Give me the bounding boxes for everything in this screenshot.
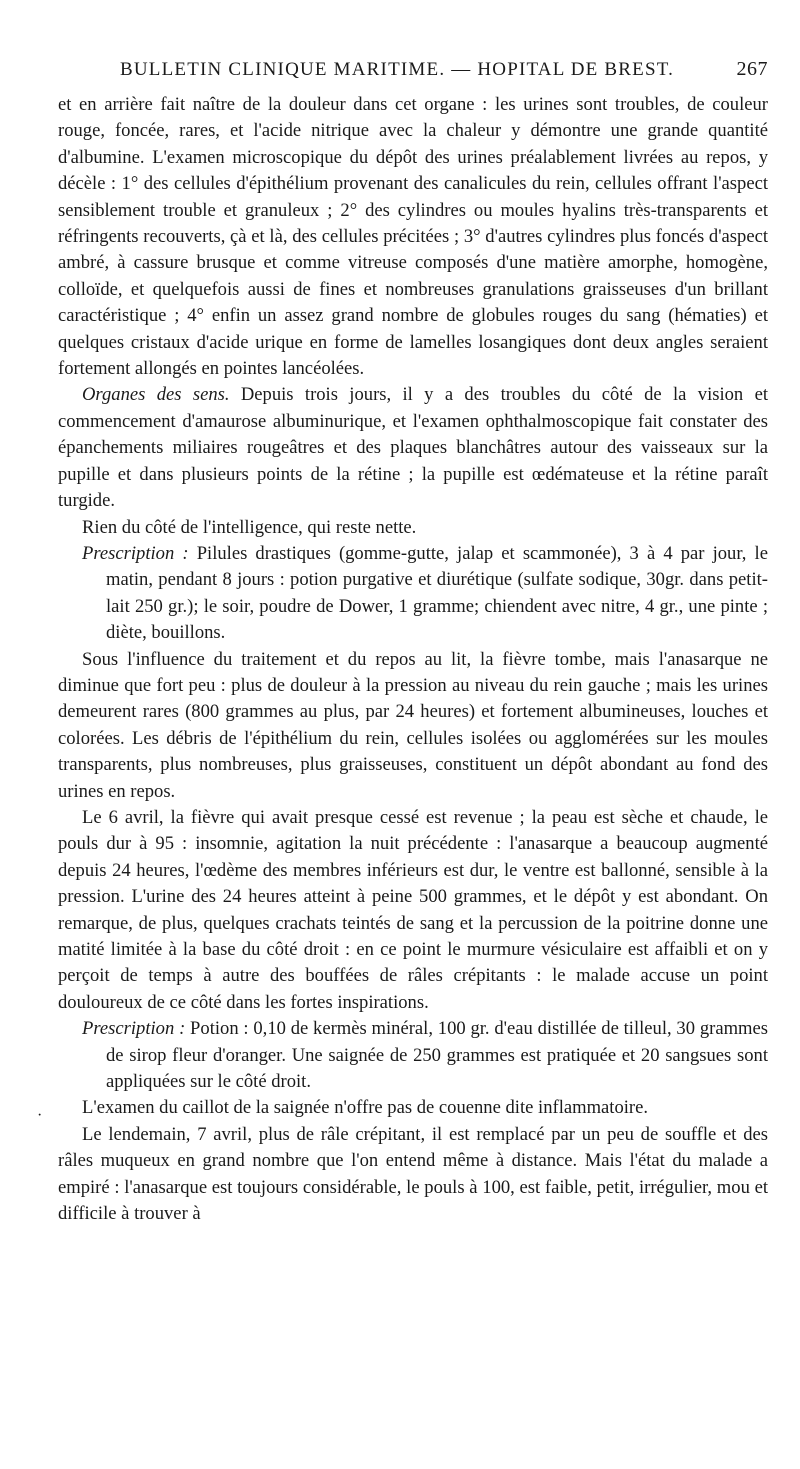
margin-mark: · [37,1107,43,1124]
running-title: BULLETIN CLINIQUE MARITIME. — HOPITAL DE BREST. [120,59,675,80]
paragraph-intelligence: Rien du côté de l'intelligence, qui reste nette. [82,516,417,538]
paragraph-6-avril: Le 6 avril, la fièvre qui avait presque cessé est revenue ; la peau est sèche et chaude, le pouls dur à 95 : insomnie, agitation la nuit précédente : l'anasarque a beaucoup augmenté depuis 24 heures, l'œdème des membres inférieurs est dur, le ventre est ballonné, sensible à la pression. L'urine des 24 heures atteint à peine 500 grammes, et le dépôt y est abondant. On remarque, de plus, quelques crachats teintés de sang et la percussion de la poitrine donne une matité limitée à la base du côté droit : en ce point le murmure vésiculaire est affaibli et on y perçoit de temps à autre des bouffées de râles crépitants : le malade accuse un point douloureux de ce côté dans les fortes inspirations. [58,806,768,1013]
page-number: 267 [736,58,768,80]
paragraph-organes-des-sens [58,382,768,514]
prescription-text-2: Potion : 0,10 de kermès minéral, 100 gr. d'eau distillée de tilleul, 30 grammes de sirop fleur d'oranger. Une saignée de 250 grammes est pratiquée et 20 sangsues sont appliquées sur le côté droit. [106,1018,768,1093]
paragraph-urine-exam: et en arrière fait naître de la douleur dans cet organe : les urines sont troubles, de couleur rouge, foncée, rares, et l'acide nitrique avec la chaleur y démontre une grande quantité d'albumine. L'examen microscopique du dépôt des urines préalablement livrées au repos, y décèle : 1° des cellules d'épithélium provenant des canalicules du rein, cellules offrant l'aspect sensiblement trouble et granuleux ; 2° des cylindres ou moules hyalins très-transparents et réfringents recouverts, çà et là, des cellules précitées ; 3° d'autres cylindres plus foncés d'aspect ambré, à cassure brusque et comme vitreuse composés d'une matière amorphe, homogène, colloïde, et quelquefois aussi de fines et nombreuses granulations graisseuses d'un brillant caractéristique ; 4° enfin un assez grand nombre de globules rouges du sang (hématies) et quelques cristaux d'acide urique en forme de lamelles losangiques dont deux angles seraient fortement allongés en pointes lancéolées. [58,94,768,380]
prescription-lead-2: Prescription : [82,1018,186,1040]
running-header [58,58,768,92]
prescription-text-1: Pilules drastiques (gomme-gutte, jalap et scammonée), 3 à 4 par jour, le matin, pendant 8 jours : potion purgative et diurétique (sulfate sodique, 30gr. dans petit-lait 250 gr.); le soir, poudre de Dower, 1 gramme; chiendent avec nitre, 4 gr., une pinte ; diète, bouillons. [106,542,768,644]
page [58,58,768,1227]
paragraph-organes-text: Depuis trois jours, il y a des troubles du côté de la vision et commencement d'amaurose albuminurique, et l'examen ophthalmoscopique fait constater des épanchements miliaires rougeâtres et des plaques blanchâtres autour des vaisseaux sur la pupille et dans plusieurs points de la rétine ; la pupille est œdémateuse et la rétine paraît turgide. [58,384,768,512]
paragraph-traitement: Sous l'influence du traitement et du repos au lit, la fièvre tombe, mais l'anasarque ne diminue que fort peu : plus de douleur à la pression au niveau du rein gauche ; mais les urines demeurent rares (800 grammes au plus, par 24 heures) et fortement albumineuses, louches et colorées. Les débris de l'épithélium du rein, cellules isolées ou agglomérées sur les moules transparents, plus nombreuses, plus graisseuses, constituent un dépôt abondant au fond des urines en repos. [58,648,768,802]
paragraph-caillot: L'examen du caillot de la saignée n'offre pas de couenne dite inflammatoire. [82,1097,649,1119]
paragraph-prescription-1 [82,541,768,647]
prescription-lead-1: Prescription : [82,542,189,564]
paragraph-prescription-2 [82,1016,768,1095]
paragraph-7-avril: Le lendemain, 7 avril, plus de râle crépitant, il est remplacé par un peu de souffle et des râles muqueux en grand nombre que l'on entend même à distance. Mais l'état du malade a empiré : l'anasarque est toujours considérable, le pouls à 100, est faible, petit, irrégulier, mou et difficile à trouver à [58,1123,768,1225]
section-lead-organes: Organes des sens. [82,384,230,406]
